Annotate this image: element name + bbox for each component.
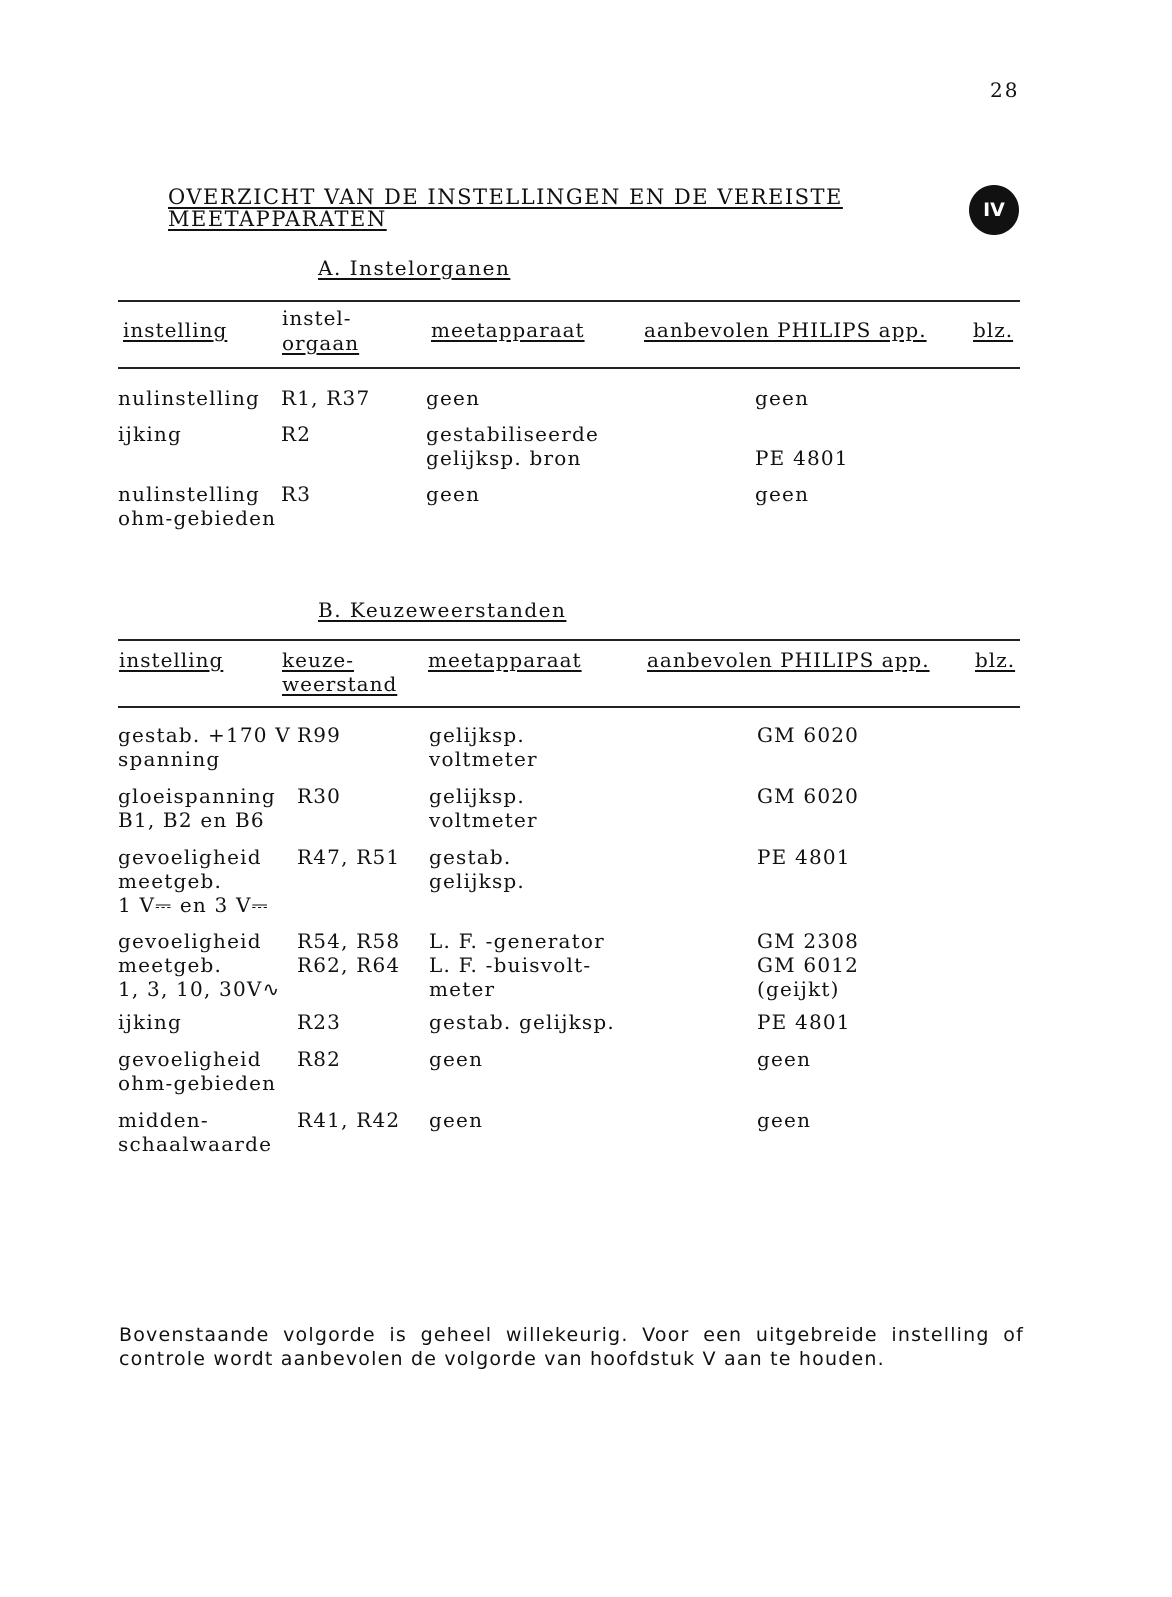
section_b-row-4-organ: R62, R64: [297, 953, 401, 977]
section_b-row-6-organ: R82: [297, 1047, 342, 1071]
footer-note: Bovenstaande volgorde is geheel willekeurig. Voor een uitgebreide instelling of controle wordt aanbevolen de volgorde van hoofdstuk V aan te houden.: [119, 1324, 1024, 1370]
section_b-row-3-philips: PE 4801: [757, 845, 851, 869]
page-title-line-1: OVERZICHT VAN DE INSTELLINGEN EN DE VEREISTE: [168, 185, 843, 209]
section-b-header-organ-line1: keuze-: [282, 648, 354, 672]
section_b-row-2-instelling: gloeispanning: [118, 784, 276, 808]
section_b-row-1-meetapparaat: voltmeter: [429, 747, 538, 771]
section_b-row-7-meetapparaat: geen: [429, 1108, 484, 1132]
section-a-header-meetapparaat: meetapparaat: [431, 318, 585, 342]
section_a-row-3-instelling: nulinstelling: [118, 482, 261, 506]
section-b-header-blz: blz.: [975, 648, 1016, 672]
section-a-header-organ-line1: instel-: [282, 306, 352, 330]
section-b-title: B. Keuzeweerstanden: [318, 598, 567, 622]
section_b-row-3-organ: R47, R51: [297, 845, 401, 869]
section-a-title: A. Instelorganen: [318, 256, 511, 280]
section_b-row-1-organ: R99: [297, 723, 342, 747]
section_b-row-3-instelling: 1 V⎓ en 3 V⎓: [118, 893, 269, 917]
section_b-row-4-philips: GM 6012: [757, 953, 860, 977]
chapter-badge: IV: [969, 185, 1019, 235]
section_b-row-6-meetapparaat: geen: [429, 1047, 484, 1071]
section_b-row-4-meetapparaat: L. F. -generator: [429, 929, 605, 953]
section-a-header-blz: blz.: [973, 318, 1014, 342]
section_b-row-1-meetapparaat: gelijksp.: [429, 723, 525, 747]
section_b-row-2-meetapparaat: voltmeter: [429, 808, 538, 832]
page-title-line-2: MEETAPPARATEN: [168, 207, 387, 231]
section_a-row-3-philips: geen: [755, 482, 810, 506]
section_a-row-2-instelling: ijking: [118, 422, 182, 446]
section_b-row-3-instelling: meetgeb.: [118, 869, 223, 893]
section_b-row-6-instelling: gevoeligheid: [118, 1047, 262, 1071]
section-a-header-instelling: instelling: [123, 318, 228, 342]
section-b-header-instelling: instelling: [119, 648, 224, 672]
section_b-row-5-meetapparaat: gestab. gelijksp.: [429, 1010, 615, 1034]
section_b-row-2-instelling: B1, B2 en B6: [118, 808, 265, 832]
section_a-row-3-organ: R3: [281, 482, 312, 506]
section_b-row-7-instelling: midden-: [118, 1108, 209, 1132]
section-b-top-rule: [118, 639, 1020, 641]
section_b-row-4-meetapparaat: L. F. -buisvolt-: [429, 953, 592, 977]
section-a-header-philips: aanbevolen PHILIPS app.: [644, 318, 927, 342]
section_b-row-7-philips: geen: [757, 1108, 812, 1132]
section_b-row-5-organ: R23: [297, 1010, 342, 1034]
section_b-row-1-instelling: gestab. +170 V: [118, 723, 291, 747]
section-b-header-meetapparaat: meetapparaat: [428, 648, 582, 672]
section_b-row-4-meetapparaat: meter: [429, 977, 496, 1001]
section_a-row-1-organ: R1, R37: [281, 386, 371, 410]
section_b-row-5-philips: PE 4801: [757, 1010, 851, 1034]
section_b-row-5-instelling: ijking: [118, 1010, 182, 1034]
section_a-row-2-meetapparaat: gelijksp. bron: [426, 446, 582, 470]
section_b-row-3-instelling: gevoeligheid: [118, 845, 262, 869]
section-b-header-rule: [118, 706, 1020, 708]
section_a-row-2-organ: R2: [281, 422, 312, 446]
section_b-row-4-philips: (geijkt): [757, 977, 840, 1001]
section-a-header-rule: [118, 367, 1020, 369]
section_a-row-2-philips: PE 4801: [755, 446, 849, 470]
page-number: 28: [990, 78, 1020, 102]
section_a-row-3-instelling: ohm-gebieden: [118, 506, 277, 530]
section_b-row-3-meetapparaat: gelijksp.: [429, 869, 525, 893]
section_a-row-1-meetapparaat: geen: [426, 386, 481, 410]
section_b-row-4-organ: R54, R58: [297, 929, 401, 953]
section-b-header-philips: aanbevolen PHILIPS app.: [647, 648, 930, 672]
section_a-row-3-meetapparaat: geen: [426, 482, 481, 506]
section_b-row-2-organ: R30: [297, 784, 342, 808]
section-b-header-organ-line2: weerstand: [282, 672, 398, 696]
section_b-row-4-instelling: 1, 3, 10, 30V∿: [118, 977, 281, 1001]
section_b-row-1-philips: GM 6020: [757, 723, 860, 747]
section_b-row-4-philips: GM 2308: [757, 929, 860, 953]
section_b-row-4-instelling: gevoeligheid: [118, 929, 262, 953]
section_b-row-7-instelling: schaalwaarde: [118, 1132, 273, 1156]
section_a-row-1-philips: geen: [755, 386, 810, 410]
section_a-row-1-instelling: nulinstelling: [118, 386, 261, 410]
section_b-row-7-organ: R41, R42: [297, 1108, 401, 1132]
section_b-row-2-philips: GM 6020: [757, 784, 860, 808]
section_b-row-2-meetapparaat: gelijksp.: [429, 784, 525, 808]
section_a-row-2-meetapparaat: gestabiliseerde: [426, 422, 599, 446]
section_b-row-4-instelling: meetgeb.: [118, 953, 223, 977]
section_b-row-6-philips: geen: [757, 1047, 812, 1071]
section-a-header-organ-line2: orgaan: [282, 331, 360, 355]
section_b-row-3-meetapparaat: gestab.: [429, 845, 512, 869]
section-a-top-rule: [118, 300, 1020, 302]
section_b-row-6-instelling: ohm-gebieden: [118, 1071, 277, 1095]
section_b-row-1-instelling: spanning: [118, 747, 221, 771]
